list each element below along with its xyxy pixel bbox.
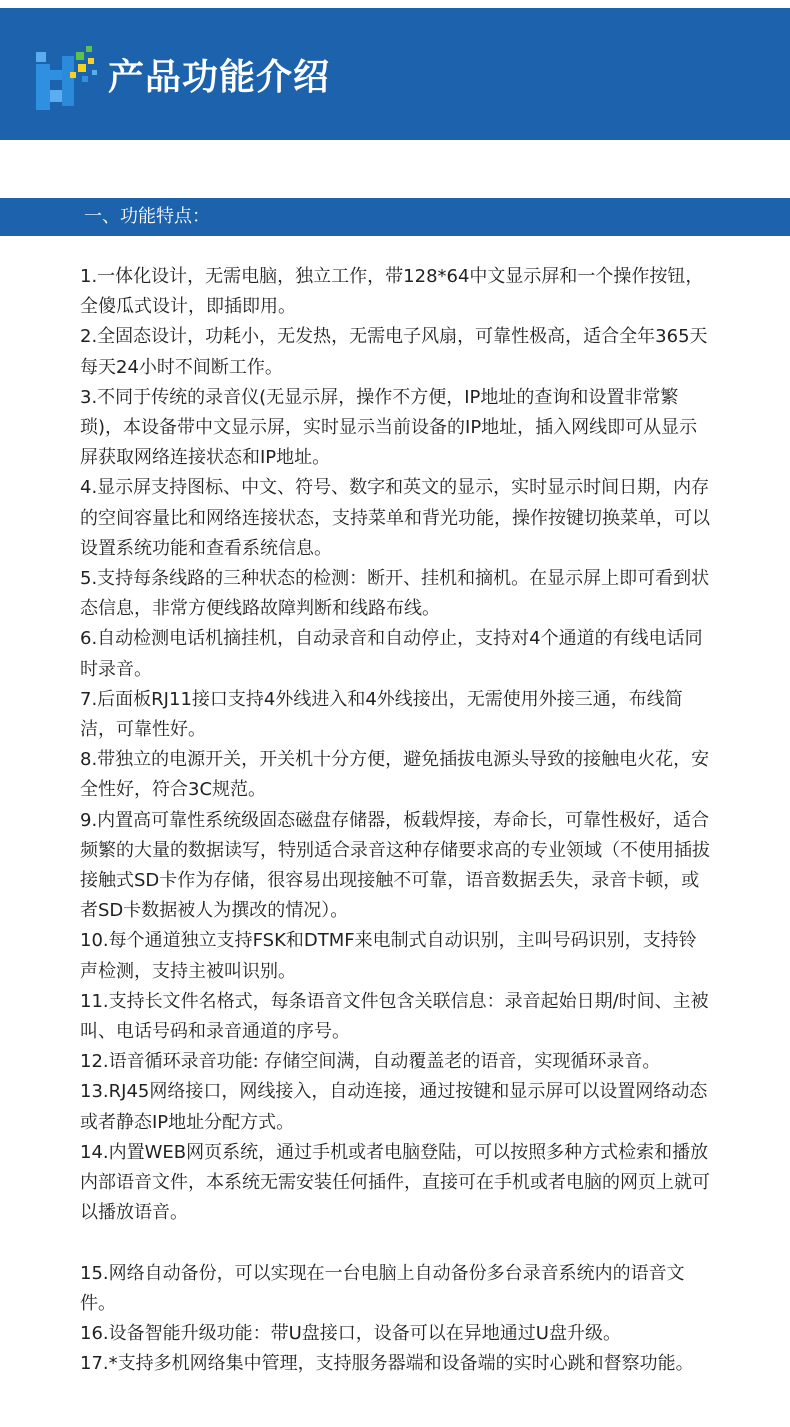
feature-item: 1.一体化设计，无需电脑，独立工作，带128*64中文显示屏和一个操作按钮，全傻瓜式设计，即插即用。 — [80, 266, 704, 318]
feature-item: 3.不同于传统的录音仪(无显示屏，操作不方便，IP地址的查询和设置非常繁琐)，本设备带中文显示屏，实时显示当前设备的IP地址，插入网线即可从显示屏获取网络连接状态和IP地址。 — [80, 386, 698, 469]
section-title: 一、功能特点： — [84, 206, 210, 227]
feature-item: 13.RJ45网络接口，网线接入，自动连接，通过按键和显示屏可以设置网络动态或者静态IP地址分配方式。 — [80, 1081, 708, 1133]
feature-item: 10.每个通道独立支持FSK和DTMF来电制式自动识别，主叫号码识别，支持铃声检测，支持主被叫识别。 — [80, 930, 697, 982]
header-banner — [0, 8, 790, 140]
feature-item: 2.全固态设计，功耗小，无发热，无需电子风扇，可靠性极高，适合全年365天每天24小时不间断工作。 — [80, 326, 708, 378]
feature-item: 7.后面板RJ11接口支持4外线进入和4外线接出，无需使用外接三通，布线简洁，可靠性好。 — [80, 688, 683, 741]
feature-item: 14.内置WEB网页系统，通过手机或者电脑登陆，可以按照多种方式检索和播放内部语音文件，本系统无需安装任何插件，直接可在手机或者电脑的网页上就可以播放语音。 — [80, 1141, 710, 1224]
feature-item: 8.带独立的电源开关，开关机十分方便，避免插拔电源头导致的接触电火花，安全性好，符合3C规范。 — [80, 749, 710, 801]
section-header — [0, 198, 790, 236]
feature-item: 6.自动检测电话机摘挂机，自动录音和自动停止，支持对4个通道的有线电话同时录音。 — [80, 628, 703, 680]
top-band — [0, 0, 790, 8]
feature-item: 11.支持长文件名格式，每条语音文件包含关联信息：录音起始日期/时间、主被叫、电话号码和录音通道的序号。 — [80, 990, 709, 1043]
feature-item: 12.语音循环录音功能: 存储空间满，自动覆盖老的语音，实现循环录音。 — [80, 1051, 661, 1073]
feature-item: 4.显示屏支持图标、中文、符号、数字和英文的显示，实时显示时间日期，内存的空间容量比和网络连接状态，支持菜单和背光功能，操作按键切换菜单，可以设置系统功能和查看系统信息。 — [80, 477, 710, 559]
feature-list — [80, 262, 712, 1379]
feature-item: 16.设备智能升级功能：带U盘接口，设备可以在异地通过U盘升级。 — [80, 1322, 621, 1344]
page-title: 产品功能介绍 — [108, 57, 331, 98]
feature-item: 5.支持每条线路的三种状态的检测：断开、挂机和摘机。在显示屏上即可看到状态信息，非常方便线路故障判断和线路布线。 — [80, 568, 710, 620]
feature-item: 15.网络自动备份，可以实现在一台电脑上自动备份多台录音系统内的语音文件。 — [80, 1262, 685, 1314]
feature-item: 9.内置高可靠性系统级固态磁盘存储器，板载焊接，寿命长，可靠性极好，适合频繁的大量的数据读写，特别适合录音这种存储要求高的专业领域（不使用插拔接触式SD卡作为存储，很容易出现接触不可靠，语音数据丢失，录音卡顿，或者SD卡数据被人为撰改的情况）。 — [80, 809, 710, 922]
pixel-logo-icon — [34, 42, 100, 112]
feature-item: 17.*支持多机网络集中管理，支持服务器端和设备端的实时心跳和督察功能。 — [80, 1353, 694, 1375]
